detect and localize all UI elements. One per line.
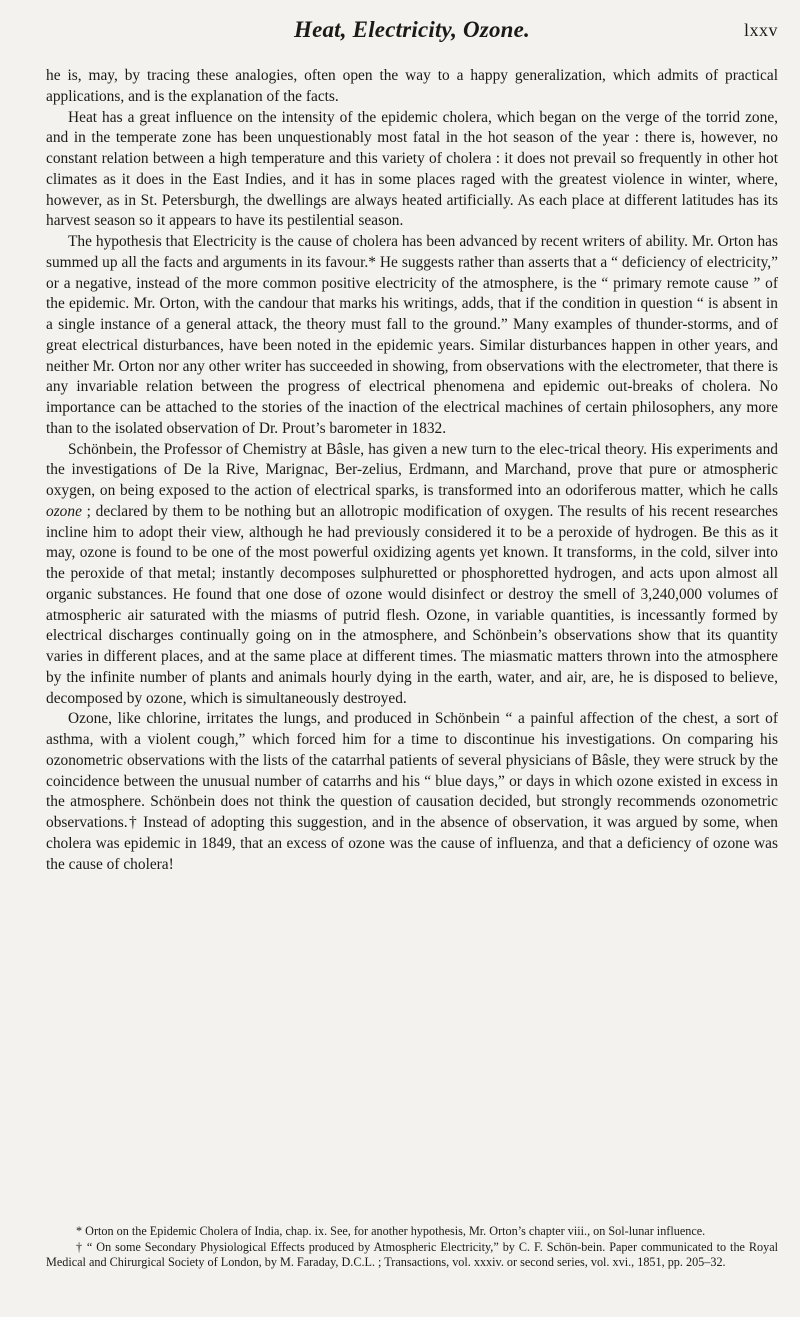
paragraph: Schönbein, the Professor of Chemistry at Bâsle, has given a new turn to the elec-trical theory. His experiments and the investigations of De la Rive, Marignac, Ber-zelius, Erdmann, and Marchand, prove that pure or atmospheric oxygen, on being exposed to the action of electrical sparks, is transformed into an odoriferous matter, which he calls ozone ; declared by them to be nothing but an allotropic modification of oxygen. The results of his recent researches incline him to adopt their view, although he had previously considered it to be a peroxide of hydrogen. Be this as it may, ozone is found to be one of the most powerful oxidizing agents yet known. It transforms, in the cold, silver into the peroxide of that metal; instantly decomposes sulphuretted or phosphoretted hydrogen, and acts upon almost all organic substances. He found that one dose of ozone would disinfect or destroy the smell of 3,240,000 volumes of atmospheric air saturated with the miasms of putrid flesh. Ozone, in variable quantities, is incessantly formed by electrical discharges continually going on in the atmosphere, and Schönbein’s observations show that its quantity varies in different places, and at the same place at different times. The miasmatic matters thrown into the atmosphere by the infinite number of plants and animals hourly dying in the earth, water, and air, are, he is disposed to believe, decomposed by ozone, which is simultaneously destroyed.	[46, 440, 778, 707]
paragraph: Ozone, like chlorine, irritates the lungs, and produced in Schönbein “ a painful affection of the chest, a sort of asthma, with a violent cough,” which forced him for a time to discontinue his investigations. On comparing his ozonometric observations with the lists of the catarrhal patients of several physicians of Bâsle, they were struck by the coincidence between the unusual number of catarrhs and his “ blue days,” or days in which ozone existed in excess in the atmosphere. Schönbein does not think the question of causation decided, but strongly recommends ozonometric observations.† Instead of adopting this suggestion, and in the absence of observation, it was argued by some, when cholera was epidemic in 1849, that an excess of ozone was the cause of influenza, and that a deficiency of ozone was the cause of cholera!	[46, 710, 778, 873]
page-number: lxxv	[743, 20, 778, 40]
paragraph: The hypothesis that Electricity is the cause of cholera has been advanced by recent writers of ability. Mr. Orton has summed up all the facts and arguments in its favour.* He suggests rather than asserts that a “ deficiency of electricity,” or a negative, instead of the more common positive electricity of the atmosphere, is the “ primary remote cause ” of the epidemic. Mr. Orton, with the candour that marks his writings, adds, that if the condition in question “ is absent in a single instance of a general attack, the theory must fall to the ground.” Many examples of thunder-storms, and of great electrical disturbances, have been noted in the epidemic years. Similar disturbances happen in other years, and neither Mr. Orton nor any other writer has succeeded in showing, from observations with the electrometer, that there is any invariable relation between the progress of electrical phenomena and epidemic out-breaks of cholera. No importance can be attached to the stories of the inaction of the electrical machines of certain philosophers, any more than to the isolated observation of Dr. Prout’s barometer in 1832.	[46, 233, 778, 437]
footnotes	[46, 1224, 778, 1271]
paragraph: he is, may, by tracing these analogies, often open the way to a happy generalization, which admits of practical applications, and is the explanation of the facts.	[46, 67, 778, 105]
running-title: Heat, Electricity, Ozone.	[293, 17, 531, 42]
page-header	[46, 17, 778, 53]
footnote: * Orton on the Epidemic Cholera of India, chap. ix. See, for another hypothesis, Mr. Orton’s chapter viii., on Sol-lunar influence.	[76, 1224, 706, 1238]
body-text	[46, 66, 778, 875]
paragraph: Heat has a great influence on the intensity of the epidemic cholera, which began on the verge of the torrid zone, and in the temperate zone has been unquestionably most fatal in the hot season of the year : there is, however, no constant relation between a high temperature and this variety of cholera : it does not prevail so frequently in other hot climates as it does in the East Indies, and it has in some places raged with the greatest violence in winter, where, however, as in St. Petersburgh, the dwellings are always heated artificially. As each place at different latitudes has its harvest season so it appears to have its pestilential season.	[46, 108, 778, 230]
emphasis: ozone	[46, 502, 82, 520]
footnote: † “ On some Secondary Physiological Effects produced by Atmospheric Electricity,” by C. F. Schön-bein. Paper communicated to the Royal Medical and Chirurgical Society of London, by M. Faraday, D.C.L. ; Transactions, vol. xxxiv. or second series, vol. xvi., 1851, pp. 205–32.	[46, 1239, 778, 1270]
